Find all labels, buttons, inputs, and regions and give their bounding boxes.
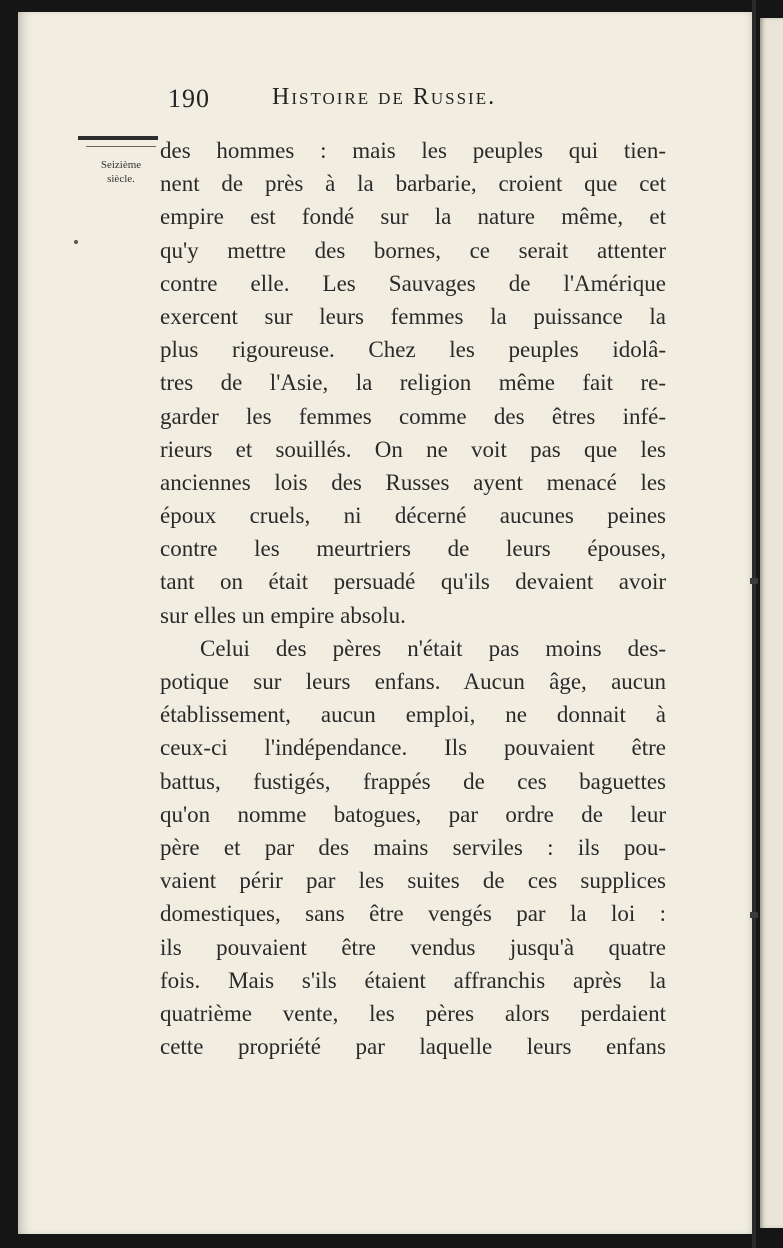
next-page-edge [760,18,783,1228]
text-line: plus rigoureuse. Chez les peuples idolâ- [160,337,666,363]
text-line: potique sur leurs enfans. Aucun âge, aucun [160,669,666,694]
body-text [160,134,666,1063]
text-line: ceux-ci l'indépendance. Ils pouvaient être [160,735,666,761]
text-line: vaient périr par les suites de ces supplices [160,868,666,894]
text-line: anciennes lois des Russes ayent menacé les [160,469,666,495]
margin-rule [78,136,158,140]
edge-mark [750,578,758,584]
text-line: fois. Mais s'ils étaient affranchis après la [160,967,666,993]
edge-mark [750,912,758,918]
text-line: époux cruels, ni décerné aucunes peines [160,503,666,529]
text-line: ils pouvaient être vendus jusqu'à quatre [160,934,666,960]
running-head [168,84,668,124]
text-line: tres de l'Asie, la religion même fait re- [160,370,666,396]
margin-note-line: siècle. [107,173,135,185]
margin-note-line: Seizième [100,159,142,171]
text-line: rieurs et souillés. On ne voit pas que les [160,436,666,462]
text-line: contre elle. Les Sauvages de l'Amérique [160,270,666,296]
page-number: 190 [168,84,210,113]
margin-rule-thin [86,146,156,147]
text-line: tant on était persuadé qu'ils devaient avoir [160,569,666,595]
text-line: Celui des pères n'était pas moins des- [200,635,666,661]
text-line: empire est fondé sur la nature même, et [160,204,666,230]
text-line: des hommes : mais les peuples qui tien- [160,138,666,163]
text-line: quatrième vente, les pères alors perdaient [160,1000,666,1026]
text-line: exercent sur leurs femmes la puissance la [160,303,666,329]
text-line: qu'y mettre des bornes, ce serait attenter [160,237,666,263]
ink-spot [74,240,78,244]
text-line: qu'on nomme batogues, par ordre de leur [160,801,666,827]
text-line: père et par des mains serviles : ils pou- [160,834,666,860]
text-line: établissement, aucun emploi, ne donnait à [160,702,666,728]
text-line: battus, fustigés, frappés de ces baguettes [160,768,666,794]
text-line: nent de près à la barbarie, croient que cet [160,171,666,197]
text-line: cette propriété par laquelle leurs enfans [160,1034,666,1060]
margin-note [82,158,160,186]
text-line: garder les femmes comme des êtres infé- [160,403,666,429]
text-line: sur elles un empire absolu. [160,602,406,628]
page-gutter [752,0,756,1248]
text-line: domestiques, sans être vengés par la loi : [160,901,666,927]
text-line: contre les meurtriers de leurs épouses, [160,536,666,562]
book-title: Histoire de Russie. [272,84,497,110]
